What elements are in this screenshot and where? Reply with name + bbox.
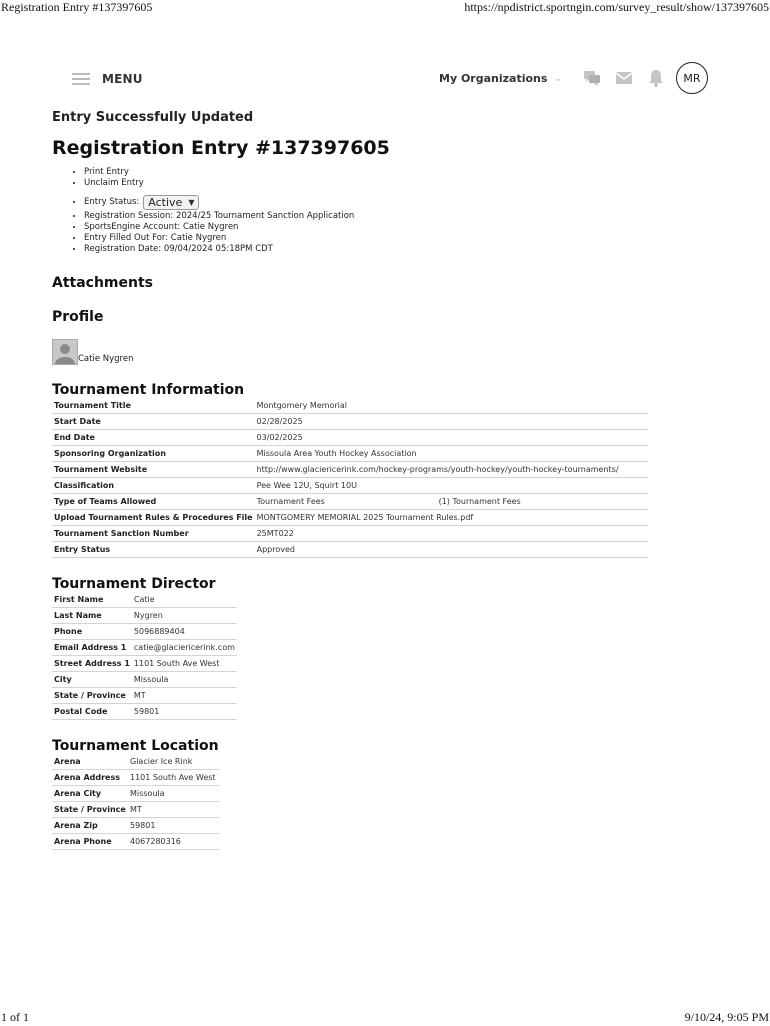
success-message: Entry Successfully Updated [52, 110, 254, 125]
menu-label: MENU [102, 72, 143, 86]
tournament-info-field-label: Type of Teams Allowed [52, 494, 255, 510]
director-row [52, 592, 237, 608]
tournament-info-row [52, 414, 648, 430]
location-field-label: Arena Address [52, 770, 128, 786]
location-row [52, 802, 219, 818]
tournament-information-table [52, 398, 648, 558]
print-header [0, 0, 770, 16]
director-field-value: catie@glaciericerink.com [132, 640, 237, 656]
hamburger-icon [72, 73, 90, 85]
tournament-info-field-value: Montgomery Memorial [255, 398, 648, 414]
director-row [52, 672, 237, 688]
chevron-down-icon: ▼ [188, 197, 195, 207]
tournament-location-heading: Tournament Location [52, 738, 219, 754]
director-field-label: City [52, 672, 132, 688]
unclaim-entry-link[interactable]: • Unclaim Entry [84, 178, 742, 189]
tournament-director-table [52, 592, 237, 720]
attachments-heading: Attachments [52, 275, 154, 291]
director-field-label: First Name [52, 592, 132, 608]
tournament-info-field-label: Sponsoring Organization [52, 446, 255, 462]
user-avatar-button[interactable]: MR [676, 62, 708, 94]
director-field-label: Phone [52, 624, 132, 640]
my-organizations-label: My Organizations [439, 72, 548, 85]
location-field-value: MT [128, 802, 219, 818]
director-row [52, 624, 237, 640]
tournament-info-field-label: Tournament Title [52, 398, 255, 414]
director-field-value: MT [132, 688, 237, 704]
bell-icon[interactable] [647, 69, 665, 87]
tournament-info-field-label: Classification [52, 478, 255, 494]
tournament-info-field-label: End Date [52, 430, 255, 446]
director-field-value: 5096889404 [132, 624, 237, 640]
location-field-value: 1101 South Ave West [128, 770, 219, 786]
entry-actions [52, 167, 742, 189]
tournament-info-field-label: Entry Status [52, 542, 255, 558]
tournament-info-field-value: 03/02/2025 [255, 430, 648, 446]
location-field-value: Missoula [128, 786, 219, 802]
tournament-info-field-value: 25MT022 [255, 526, 648, 542]
director-field-value: 1101 South Ave West [132, 656, 237, 672]
tournament-info-row [52, 462, 648, 478]
director-row [52, 704, 237, 720]
registration-date: • Registration Date: 09/04/2024 05:18PM CDT [84, 244, 742, 255]
tournament-info-field-value-primary: Tournament Fees [256, 497, 325, 506]
top-navigation [0, 62, 770, 96]
print-url: https://npdistrict.sportngin.com/survey_result/show/137397605 [464, 0, 769, 14]
tournament-info-field-value: Missoula Area Youth Hockey Association [255, 446, 648, 462]
director-field-value: Missoula [132, 672, 237, 688]
location-field-label: Arena City [52, 786, 128, 802]
print-entry-link[interactable]: • Print Entry [84, 167, 742, 178]
tournament-info-field-value: MONTGOMERY MEMORIAL 2025 Tournament Rules.pdf [255, 510, 648, 526]
tournament-info-row [52, 494, 648, 510]
tournament-info-row [52, 446, 648, 462]
tournament-info-row [52, 430, 648, 446]
location-row [52, 770, 219, 786]
entry-meta [52, 193, 742, 255]
menu-button[interactable] [72, 68, 143, 90]
profile-heading: Profile [52, 309, 104, 325]
director-field-label: State / Province [52, 688, 132, 704]
user-silhouette-icon [52, 339, 78, 365]
print-datetime: 9/10/24, 9:05 PM [684, 1010, 769, 1024]
director-field-value: Nygren [132, 608, 237, 624]
entry-status-select[interactable] [143, 195, 199, 210]
location-field-value: Glacier Ice Rink [128, 754, 219, 770]
director-row [52, 640, 237, 656]
tournament-info-row [52, 542, 648, 558]
director-row [52, 656, 237, 672]
director-row [52, 688, 237, 704]
tournament-info-field-value: Pee Wee 12U, Squirt 10U [255, 478, 648, 494]
director-field-label: Postal Code [52, 704, 132, 720]
profile-card [52, 339, 742, 365]
tournament-info-row [52, 526, 648, 542]
sportsengine-account: • SportsEngine Account: Catie Nygren [84, 222, 742, 233]
director-field-label: Email Address 1 [52, 640, 132, 656]
entry-status-item [84, 193, 742, 211]
tournament-info-field-label: Start Date [52, 414, 255, 430]
location-row [52, 834, 219, 850]
page-title: Registration Entry #137397605 [52, 137, 390, 159]
tournament-info-field-value [255, 494, 648, 510]
director-row [52, 608, 237, 624]
tournament-info-field-label: Tournament Website [52, 462, 255, 478]
tournament-info-field-value: 02/28/2025 [255, 414, 648, 430]
chevron-down-icon: ⌄ [554, 73, 562, 84]
tournament-info-field-value: http://www.glaciericerink.com/hockey-programs/youth-hockey/youth-hockey-tournaments/ [255, 462, 648, 478]
location-field-label: Arena Phone [52, 834, 128, 850]
location-field-label: Arena Zip [52, 818, 128, 834]
tournament-director-heading: Tournament Director [52, 576, 216, 592]
director-field-value: Catie [132, 592, 237, 608]
mail-icon[interactable] [615, 69, 633, 87]
location-field-label: Arena [52, 754, 128, 770]
profile-name: Catie Nygren [78, 354, 134, 364]
location-row [52, 818, 219, 834]
tournament-info-field-value: Approved [255, 542, 648, 558]
location-row [52, 754, 219, 770]
print-page-title: Registration Entry #137397605 [1, 0, 153, 14]
entry-status-value: Active [148, 195, 183, 209]
tournament-info-field-label: Upload Tournament Rules & Procedures File [52, 510, 255, 526]
entry-status-label: • Entry Status: [84, 196, 140, 207]
director-field-label: Last Name [52, 608, 132, 624]
entry-filled-out-for: • Entry Filled Out For: Catie Nygren [84, 233, 742, 244]
location-row [52, 786, 219, 802]
tournament-info-field-label: Tournament Sanction Number [52, 526, 255, 542]
director-field-value: 59801 [132, 704, 237, 720]
location-field-label: State / Province [52, 802, 128, 818]
tournament-info-row [52, 398, 648, 414]
registration-session: • Registration Session: 2024/25 Tournament Sanction Application [84, 211, 742, 222]
main-content [52, 110, 742, 850]
director-field-label: Street Address 1 [52, 656, 132, 672]
location-field-value: 4067280316 [128, 834, 219, 850]
tournament-info-row [52, 510, 648, 526]
my-organizations-dropdown[interactable] [439, 72, 562, 85]
tournament-information-heading: Tournament Information [52, 382, 245, 398]
tournament-location-table [52, 754, 219, 850]
chat-icon[interactable] [583, 69, 601, 87]
print-page-count: 1 of 1 [1, 1010, 29, 1024]
location-field-value: 59801 [128, 818, 219, 834]
tournament-info-field-value-secondary: (1) Tournament Fees [438, 497, 521, 506]
tournament-info-row [52, 478, 648, 494]
